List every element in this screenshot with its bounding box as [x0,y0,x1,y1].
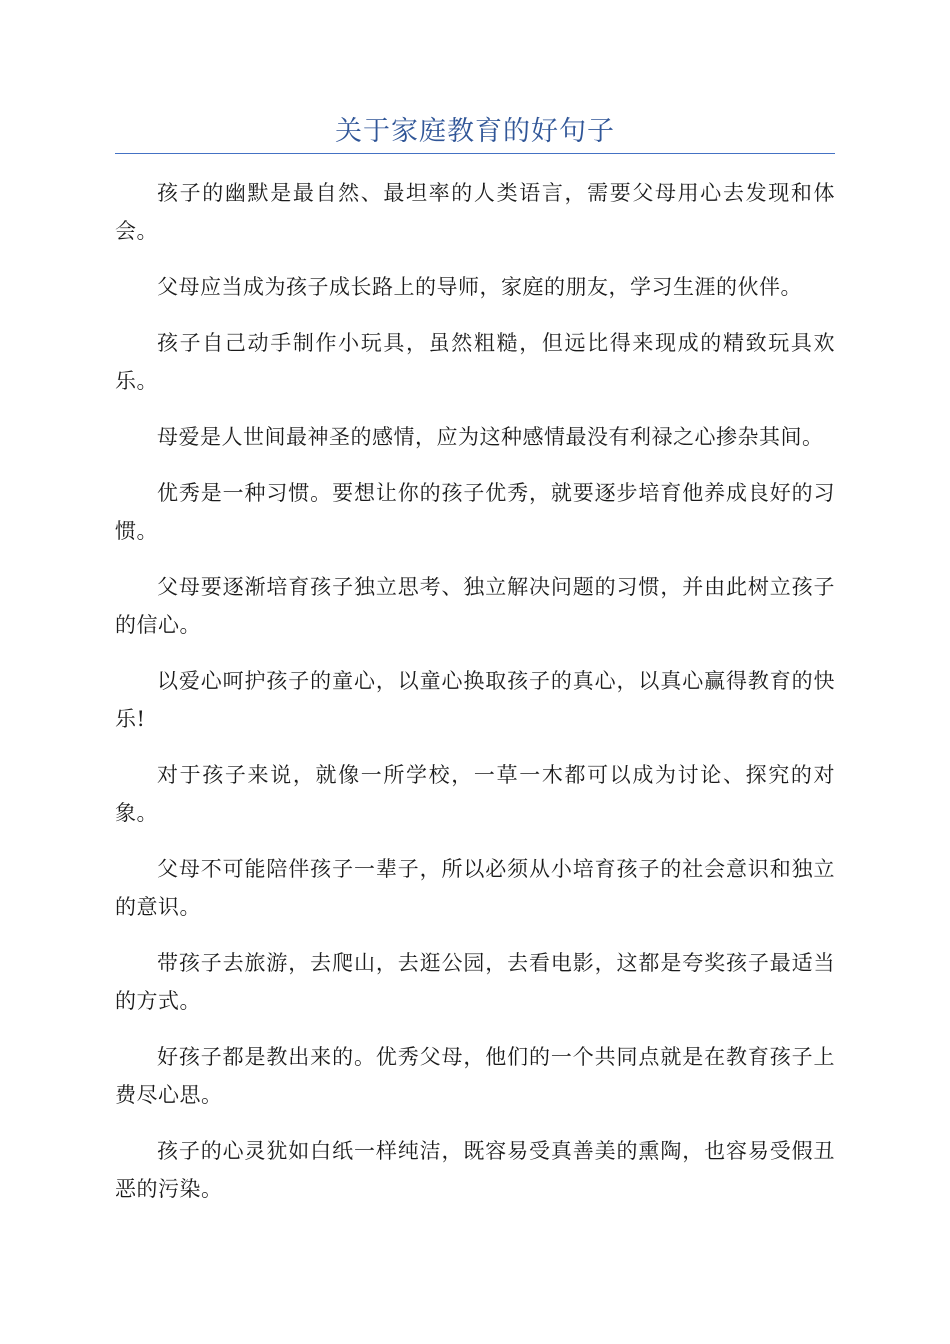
paragraph: 好孩子都是教出来的。优秀父母，他们的一个共同点就是在教育孩子上费尽心思。 [115,1045,835,1107]
paragraph: 父母不可能陪伴孩子一辈子，所以必须从小培育孩子的社会意识和独立的意识。 [115,857,835,919]
document-body [115,174,835,1226]
paragraph: 父母应当成为孩子成长路上的导师，家庭的朋友，学习生涯的伙伴。 [157,275,802,299]
paragraph: 孩子自己动手制作小玩具，虽然粗糙，但远比得来现成的精致玩具欢乐。 [115,331,835,393]
paragraph: 带孩子去旅游，去爬山，去逛公园，去看电影，这都是夸奖孩子最适当的方式。 [115,951,835,1013]
document-title: 关于家庭教育的好句子 [335,116,615,147]
paragraph: 孩子的幽默是最自然、最坦率的人类语言，需要父母用心去发现和体会。 [115,181,835,243]
paragraph: 母爱是人世间最神圣的感情，应为这种感情最没有利禄之心掺杂其间。 [157,425,824,449]
paragraph: 孩子的心灵犹如白纸一样纯洁，既容易受真善美的熏陶，也容易受假丑恶的污染。 [115,1139,835,1201]
paragraph: 优秀是一种习惯。要想让你的孩子优秀，就要逐步培育他养成良好的习惯。 [115,481,835,543]
title-underline [115,153,835,154]
paragraph: 对于孩子来说，就像一所学校，一草一木都可以成为讨论、探究的对象。 [115,763,835,825]
paragraph: 以爱心呵护孩子的童心，以童心换取孩子的真心，以真心赢得教育的快乐! [115,669,835,731]
paragraph: 父母要逐渐培育孩子独立思考、独立解决问题的习惯，并由此树立孩子的信心。 [115,575,835,637]
